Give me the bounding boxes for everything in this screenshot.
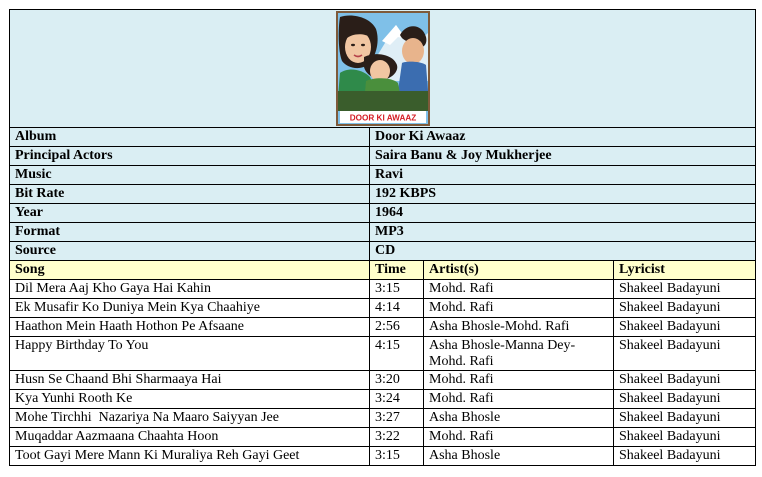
song-row (10, 447, 756, 466)
cover-actor-shirt (398, 62, 428, 91)
song-row (10, 318, 756, 337)
info-row-year (10, 204, 756, 223)
info-label: Bit Rate (10, 185, 370, 204)
info-value: Saira Banu & Joy Mukherjee (370, 147, 756, 166)
song-time: 3:15 (370, 280, 424, 299)
cover-logo-text: DOOR KI AWAAZ (349, 113, 416, 123)
song-artist: Mohd. Rafi (424, 280, 614, 299)
song-title: Dil Mera Aaj Kho Gaya Hai Kahin (10, 280, 370, 299)
song-row (10, 390, 756, 409)
song-time: 4:14 (370, 299, 424, 318)
info-label: Format (10, 223, 370, 242)
cover-actor-face (402, 38, 424, 64)
info-value: 1964 (370, 204, 756, 223)
song-lyricist: Shakeel Badayuni (614, 318, 756, 337)
song-lyricist: Shakeel Badayuni (614, 428, 756, 447)
info-label: Album (10, 128, 370, 147)
song-row (10, 280, 756, 299)
song-artist: Asha Bhosle-Manna Dey-Mohd. Rafi (424, 337, 614, 371)
info-row-music (10, 166, 756, 185)
song-time: 3:20 (370, 371, 424, 390)
song-title: Husn Se Chaand Bhi Sharmaaya Hai (10, 371, 370, 390)
song-title: Mohe Tirchhi Nazariya Na Maaro Saiyyan Jee (10, 409, 370, 428)
song-time: 3:15 (370, 447, 424, 466)
info-value: Ravi (370, 166, 756, 185)
song-lyricist: Shakeel Badayuni (614, 371, 756, 390)
info-label: Principal Actors (10, 147, 370, 166)
song-lyricist: Shakeel Badayuni (614, 299, 756, 318)
column-header-song: Song (10, 261, 370, 280)
song-lyricist: Shakeel Badayuni (614, 409, 756, 428)
song-time: 4:15 (370, 337, 424, 371)
song-title: Haathon Mein Haath Hothon Pe Afsaane (10, 318, 370, 337)
song-lyricist: Shakeel Badayuni (614, 447, 756, 466)
song-row (10, 299, 756, 318)
album-table (9, 9, 756, 466)
song-title: Muqaddar Aazmaana Chaahta Hoon (10, 428, 370, 447)
song-artist: Asha Bhosle (424, 409, 614, 428)
cover-row (10, 10, 756, 128)
info-value: 192 KBPS (370, 185, 756, 204)
song-lyricist: Shakeel Badayuni (614, 337, 756, 371)
song-lyricist: Shakeel Badayuni (614, 280, 756, 299)
song-artist: Asha Bhosle-Mohd. Rafi (424, 318, 614, 337)
song-time: 2:56 (370, 318, 424, 337)
info-row-format (10, 223, 756, 242)
info-label: Year (10, 204, 370, 223)
song-table-header (10, 261, 756, 280)
song-lyricist: Shakeel Badayuni (614, 390, 756, 409)
song-artist: Asha Bhosle (424, 447, 614, 466)
song-artist: Mohd. Rafi (424, 390, 614, 409)
info-label: Music (10, 166, 370, 185)
info-row-source (10, 242, 756, 261)
info-value: CD (370, 242, 756, 261)
song-artist: Mohd. Rafi (424, 428, 614, 447)
song-title: Toot Gayi Mere Mann Ki Muraliya Reh Gayi Geet (10, 447, 370, 466)
column-header-time: Time (370, 261, 424, 280)
info-row-bit-rate (10, 185, 756, 204)
song-title: Happy Birthday To You (10, 337, 370, 371)
info-row-principal-actors (10, 147, 756, 166)
info-value: Door Ki Awaaz (370, 128, 756, 147)
song-row (10, 428, 756, 447)
cover-actress-eye-right (361, 44, 365, 46)
song-row (10, 337, 756, 371)
song-title: Ek Musafir Ko Duniya Mein Kya Chaahiye (10, 299, 370, 318)
cover-actress-eye-left (351, 44, 355, 46)
info-label: Source (10, 242, 370, 261)
cover-cell (10, 10, 756, 128)
song-time: 3:27 (370, 409, 424, 428)
song-row (10, 409, 756, 428)
song-artist: Mohd. Rafi (424, 299, 614, 318)
song-row (10, 371, 756, 390)
song-time: 3:22 (370, 428, 424, 447)
song-artist: Mohd. Rafi (424, 371, 614, 390)
column-header-lyricist: Lyricist (614, 261, 756, 280)
column-header-artist: Artist(s) (424, 261, 614, 280)
song-title: Kya Yunhi Rooth Ke (10, 390, 370, 409)
info-value: MP3 (370, 223, 756, 242)
cover-meadow (338, 91, 428, 111)
album-cover-image (336, 11, 430, 126)
info-row-album (10, 128, 756, 147)
song-time: 3:24 (370, 390, 424, 409)
